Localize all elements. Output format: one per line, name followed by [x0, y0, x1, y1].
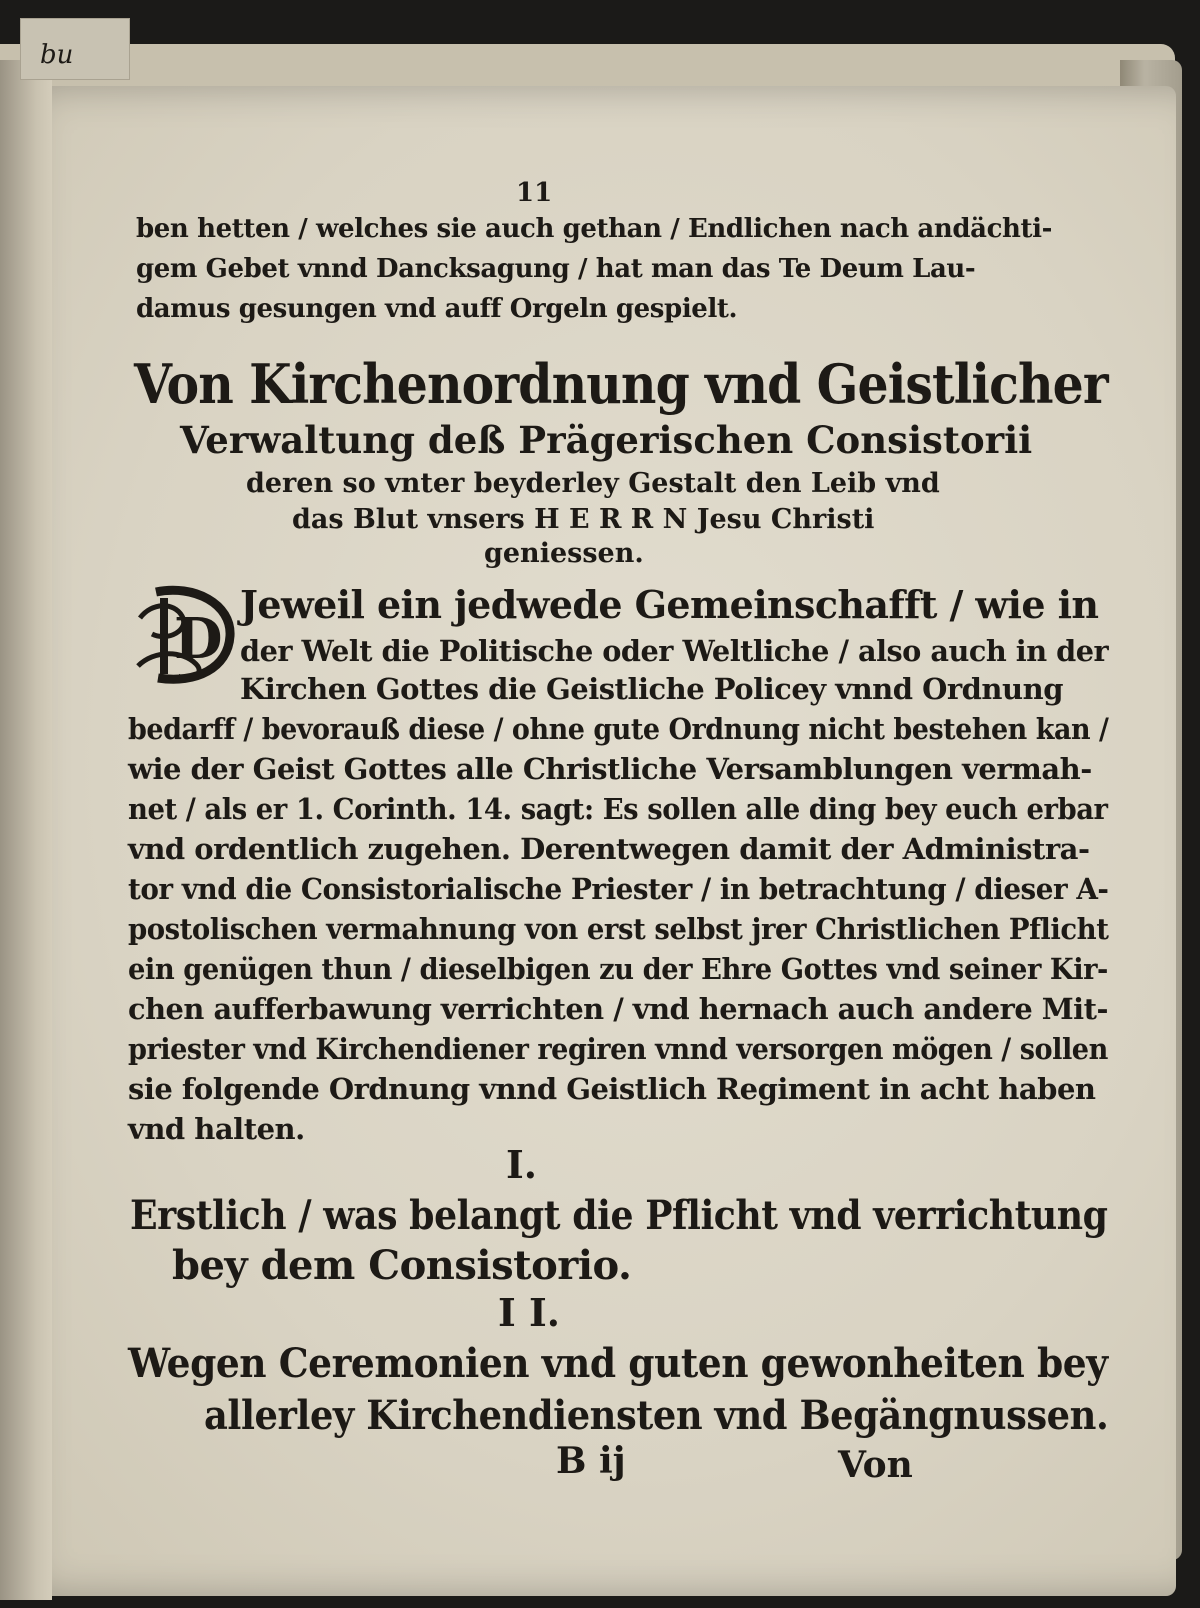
paragraph-line: tor vnd die Consistorialische Priester / in betrachtung / dieser A- [128, 872, 1109, 906]
section-numeral: I I. [498, 1290, 561, 1335]
paragraph-line: Kirchen Gottes die Geistliche Policey vnnd Ordnung [240, 672, 1063, 706]
paragraph-line: Jeweil ein jedwede Gemeinschafft / wie in [240, 582, 1099, 627]
paragraph-line: postolischen vermahnung von erst selbst jrer Christlichen Pflicht [128, 912, 1109, 946]
heading-line-5: geniessen. [484, 538, 644, 569]
heading-line-1: Von Kirchenordnung vnd Geistlicher [134, 352, 1108, 416]
page-gutter [0, 60, 52, 1600]
drop-cap-letter: D [174, 606, 223, 672]
intro-line: damus gesungen vnd auff Orgeln gespielt. [136, 294, 738, 324]
heading-line-3: deren so vnter beyderley Gestalt den Leib vnd [246, 468, 940, 499]
tab-mark: bu [40, 40, 74, 70]
paragraph-line: chen aufferbawung verrichten / vnd hernach auch andere Mit- [128, 992, 1108, 1026]
heading-line-2: Verwaltung deß Prägerischen Consistorii [180, 418, 1033, 462]
paragraph-line: wie der Geist Gottes alle Christliche Versamblungen vermah- [128, 752, 1092, 786]
intro-line: gem Gebet vnnd Dancksagung / hat man das Te Deum Lau- [136, 254, 976, 284]
page-number: 11 [516, 178, 553, 208]
section-title-line: bey dem Consistorio. [172, 1242, 632, 1289]
signature-mark: B ij [556, 1440, 626, 1482]
paragraph-line: priester vnd Kirchendiener regiren vnnd versorgen mögen / sollen [128, 1032, 1108, 1066]
paragraph-line: bedarff / bevorauß diese / ohne gute Ordnung nicht bestehen kan / [128, 712, 1109, 746]
paragraph-line: ein genügen thun / dieselbigen zu der Ehre Gottes vnd seiner Kir- [128, 952, 1108, 986]
paragraph-line: vnd ordentlich zugehen. Derentwegen damit der Administra- [128, 832, 1090, 866]
catchword: Von [838, 1444, 913, 1486]
paragraph-line: sie folgende Ordnung vnnd Geistlich Regiment in acht haben [128, 1072, 1096, 1106]
paragraph-line: vnd halten. [128, 1112, 305, 1146]
drop-cap-ornament [134, 580, 238, 688]
section-numeral: I. [506, 1142, 538, 1187]
section-title-line: Wegen Ceremonien vnd guten gewonheiten bey [128, 1340, 1108, 1387]
heading-line-4: das Blut vnsers H E R R N Jesu Christi [292, 504, 875, 535]
paragraph-line: net / als er 1. Corinth. 14. sagt: Es sollen alle ding bey euch erbar [128, 792, 1108, 826]
section-title-line: allerley Kirchendiensten vnd Begängnussen. [204, 1392, 1109, 1439]
section-title-line: Erstlich / was belangt die Pflicht vnd verrichtung [130, 1192, 1108, 1239]
paragraph-line: der Welt die Politische oder Weltliche / also auch in der [240, 634, 1109, 668]
bookmark-tab [20, 18, 130, 80]
intro-line: ben hetten / welches sie auch gethan / Endlichen nach andächti- [136, 214, 1052, 244]
